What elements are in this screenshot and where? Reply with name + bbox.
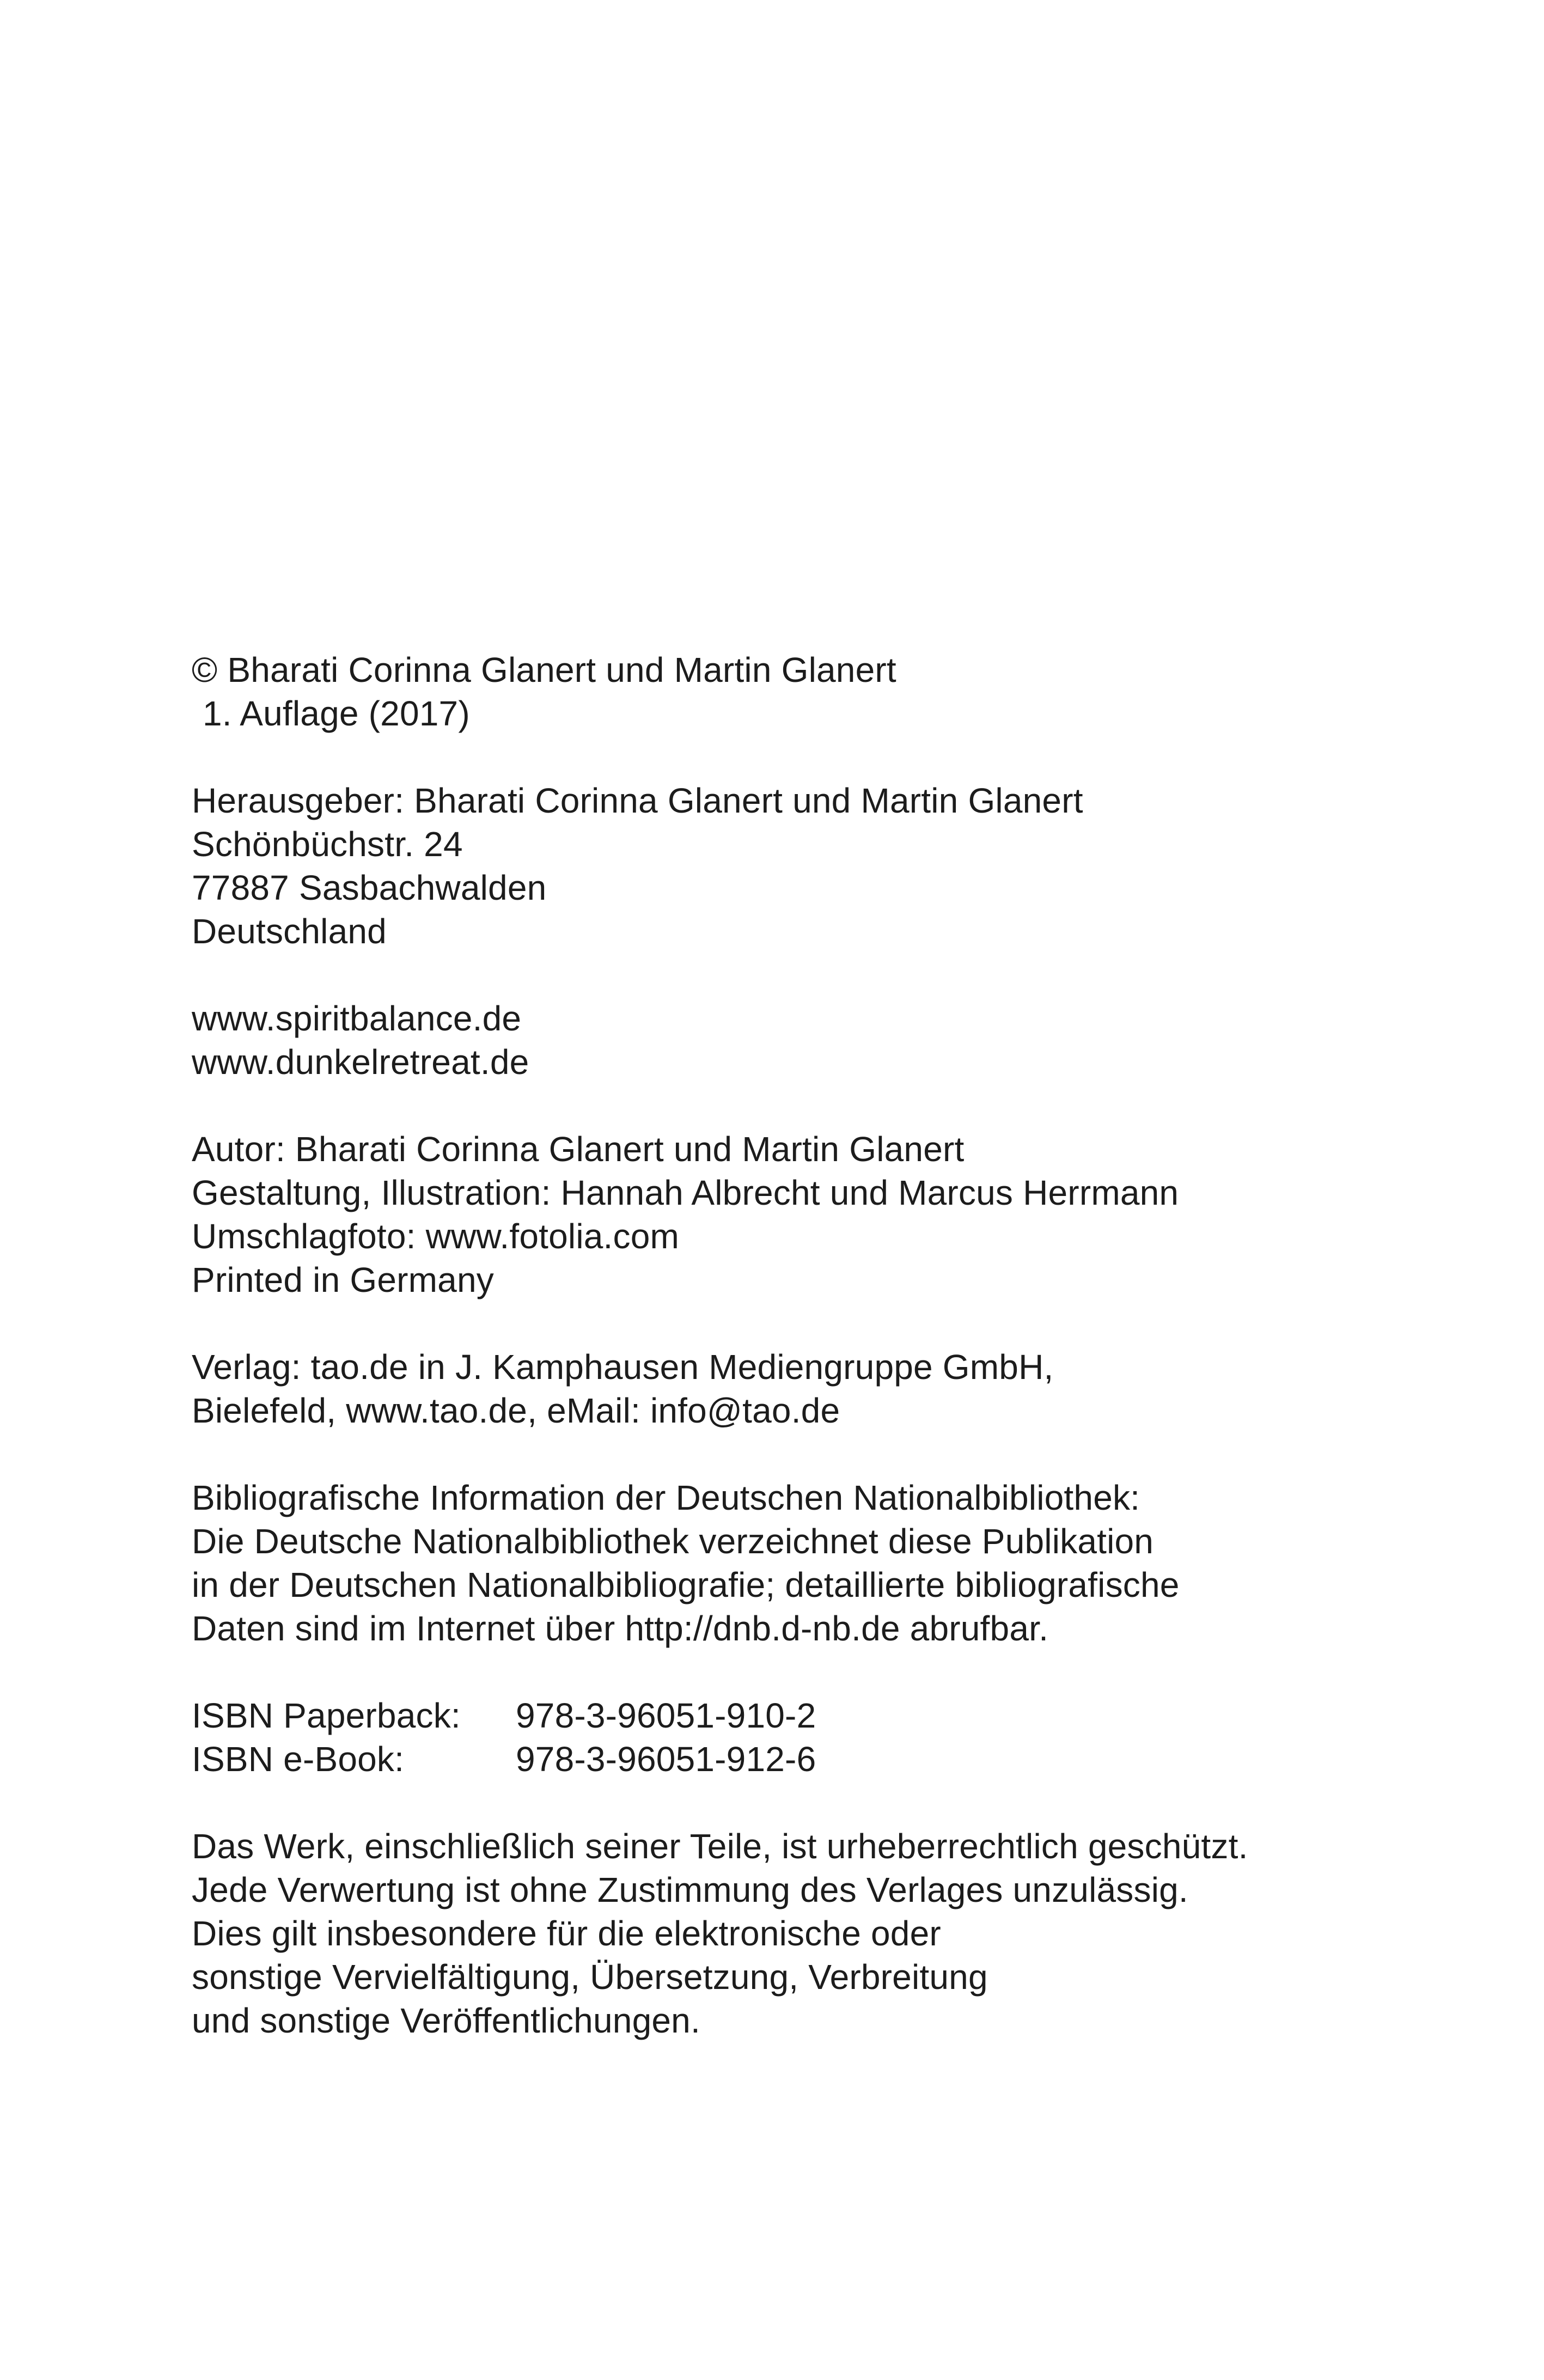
- credits-block: [192, 1127, 1444, 1302]
- rights-line-4: sonstige Vervielfältigung, Übersetzung, Verbreitung: [192, 1957, 988, 1997]
- author-credit: Autor: Bharati Corinna Glanert und Martin Glanert: [192, 1130, 965, 1169]
- verlag-block: [192, 1345, 1444, 1432]
- bibliographic-line-2: Die Deutsche Nationalbibliothek verzeichnet diese Publikation: [192, 1522, 1154, 1561]
- rights-line-5: und sonstige Veröffentlichungen.: [192, 2001, 700, 2040]
- bibliographic-line-1: Bibliografische Information der Deutschen Nationalbibliothek:: [192, 1478, 1140, 1517]
- website-link: www.dunkelretreat.de: [192, 1042, 529, 1082]
- bibliographic-block: [192, 1476, 1444, 1650]
- rights-line-2: Jede Verwertung ist ohne Zustimmung des Verlages unzulässig.: [192, 1870, 1188, 1909]
- publisher-country: Deutschland: [192, 912, 387, 951]
- bibliographic-line-3: in der Deutschen Nationalbibliografie; detaillierte bibliografische: [192, 1565, 1180, 1604]
- publisher-city: 77887 Sasbachwalden: [192, 868, 547, 907]
- verlag-line-1: Verlag: tao.de in J. Kamphausen Mediengruppe GmbH,: [192, 1347, 1054, 1387]
- printed-in: Printed in Germany: [192, 1260, 494, 1299]
- isbn-label: ISBN e-Book:: [192, 1740, 405, 1779]
- publisher-street: Schönbüchstr. 24: [192, 825, 463, 864]
- rights-line-1: Das Werk, einschließlich seiner Teile, ist urheberrechtlich geschützt.: [192, 1827, 1248, 1866]
- rights-line-3: Dies gilt insbesondere für die elektronische oder: [192, 1914, 941, 1953]
- rights-block: [192, 1824, 1444, 2042]
- publisher-block: [192, 779, 1444, 953]
- isbn-value: 978-3-96051-912-6: [516, 1740, 816, 1779]
- imprint-page: [192, 648, 1444, 2042]
- bibliographic-line-4: Daten sind im Internet über http://dnb.d-nb.de abrufbar.: [192, 1609, 1049, 1648]
- cover-photo-credit: Umschlagfoto: www.fotolia.com: [192, 1217, 680, 1256]
- edition: 1. Auflage (2017): [203, 694, 470, 733]
- verlag-line-2: Bielefeld, www.tao.de, eMail: info@tao.de: [192, 1391, 840, 1430]
- websites-block: [192, 997, 1444, 1084]
- copyright-block: [192, 648, 1444, 735]
- isbn-row-paperback: [192, 1694, 1444, 1737]
- isbn-block: [192, 1694, 1444, 1781]
- design-credit: Gestaltung, Illustration: Hannah Albrecht und Marcus Herrmann: [192, 1173, 1179, 1212]
- isbn-row-ebook: [192, 1737, 1444, 1781]
- isbn-value: 978-3-96051-910-2: [516, 1696, 816, 1735]
- website-link: www.spiritbalance.de: [192, 999, 522, 1038]
- isbn-label: ISBN Paperback:: [192, 1696, 461, 1735]
- publisher-line: Herausgeber: Bharati Corinna Glanert und Martin Glanert: [192, 781, 1083, 820]
- copyright-holder: © Bharati Corinna Glanert und Martin Glanert: [192, 650, 896, 689]
